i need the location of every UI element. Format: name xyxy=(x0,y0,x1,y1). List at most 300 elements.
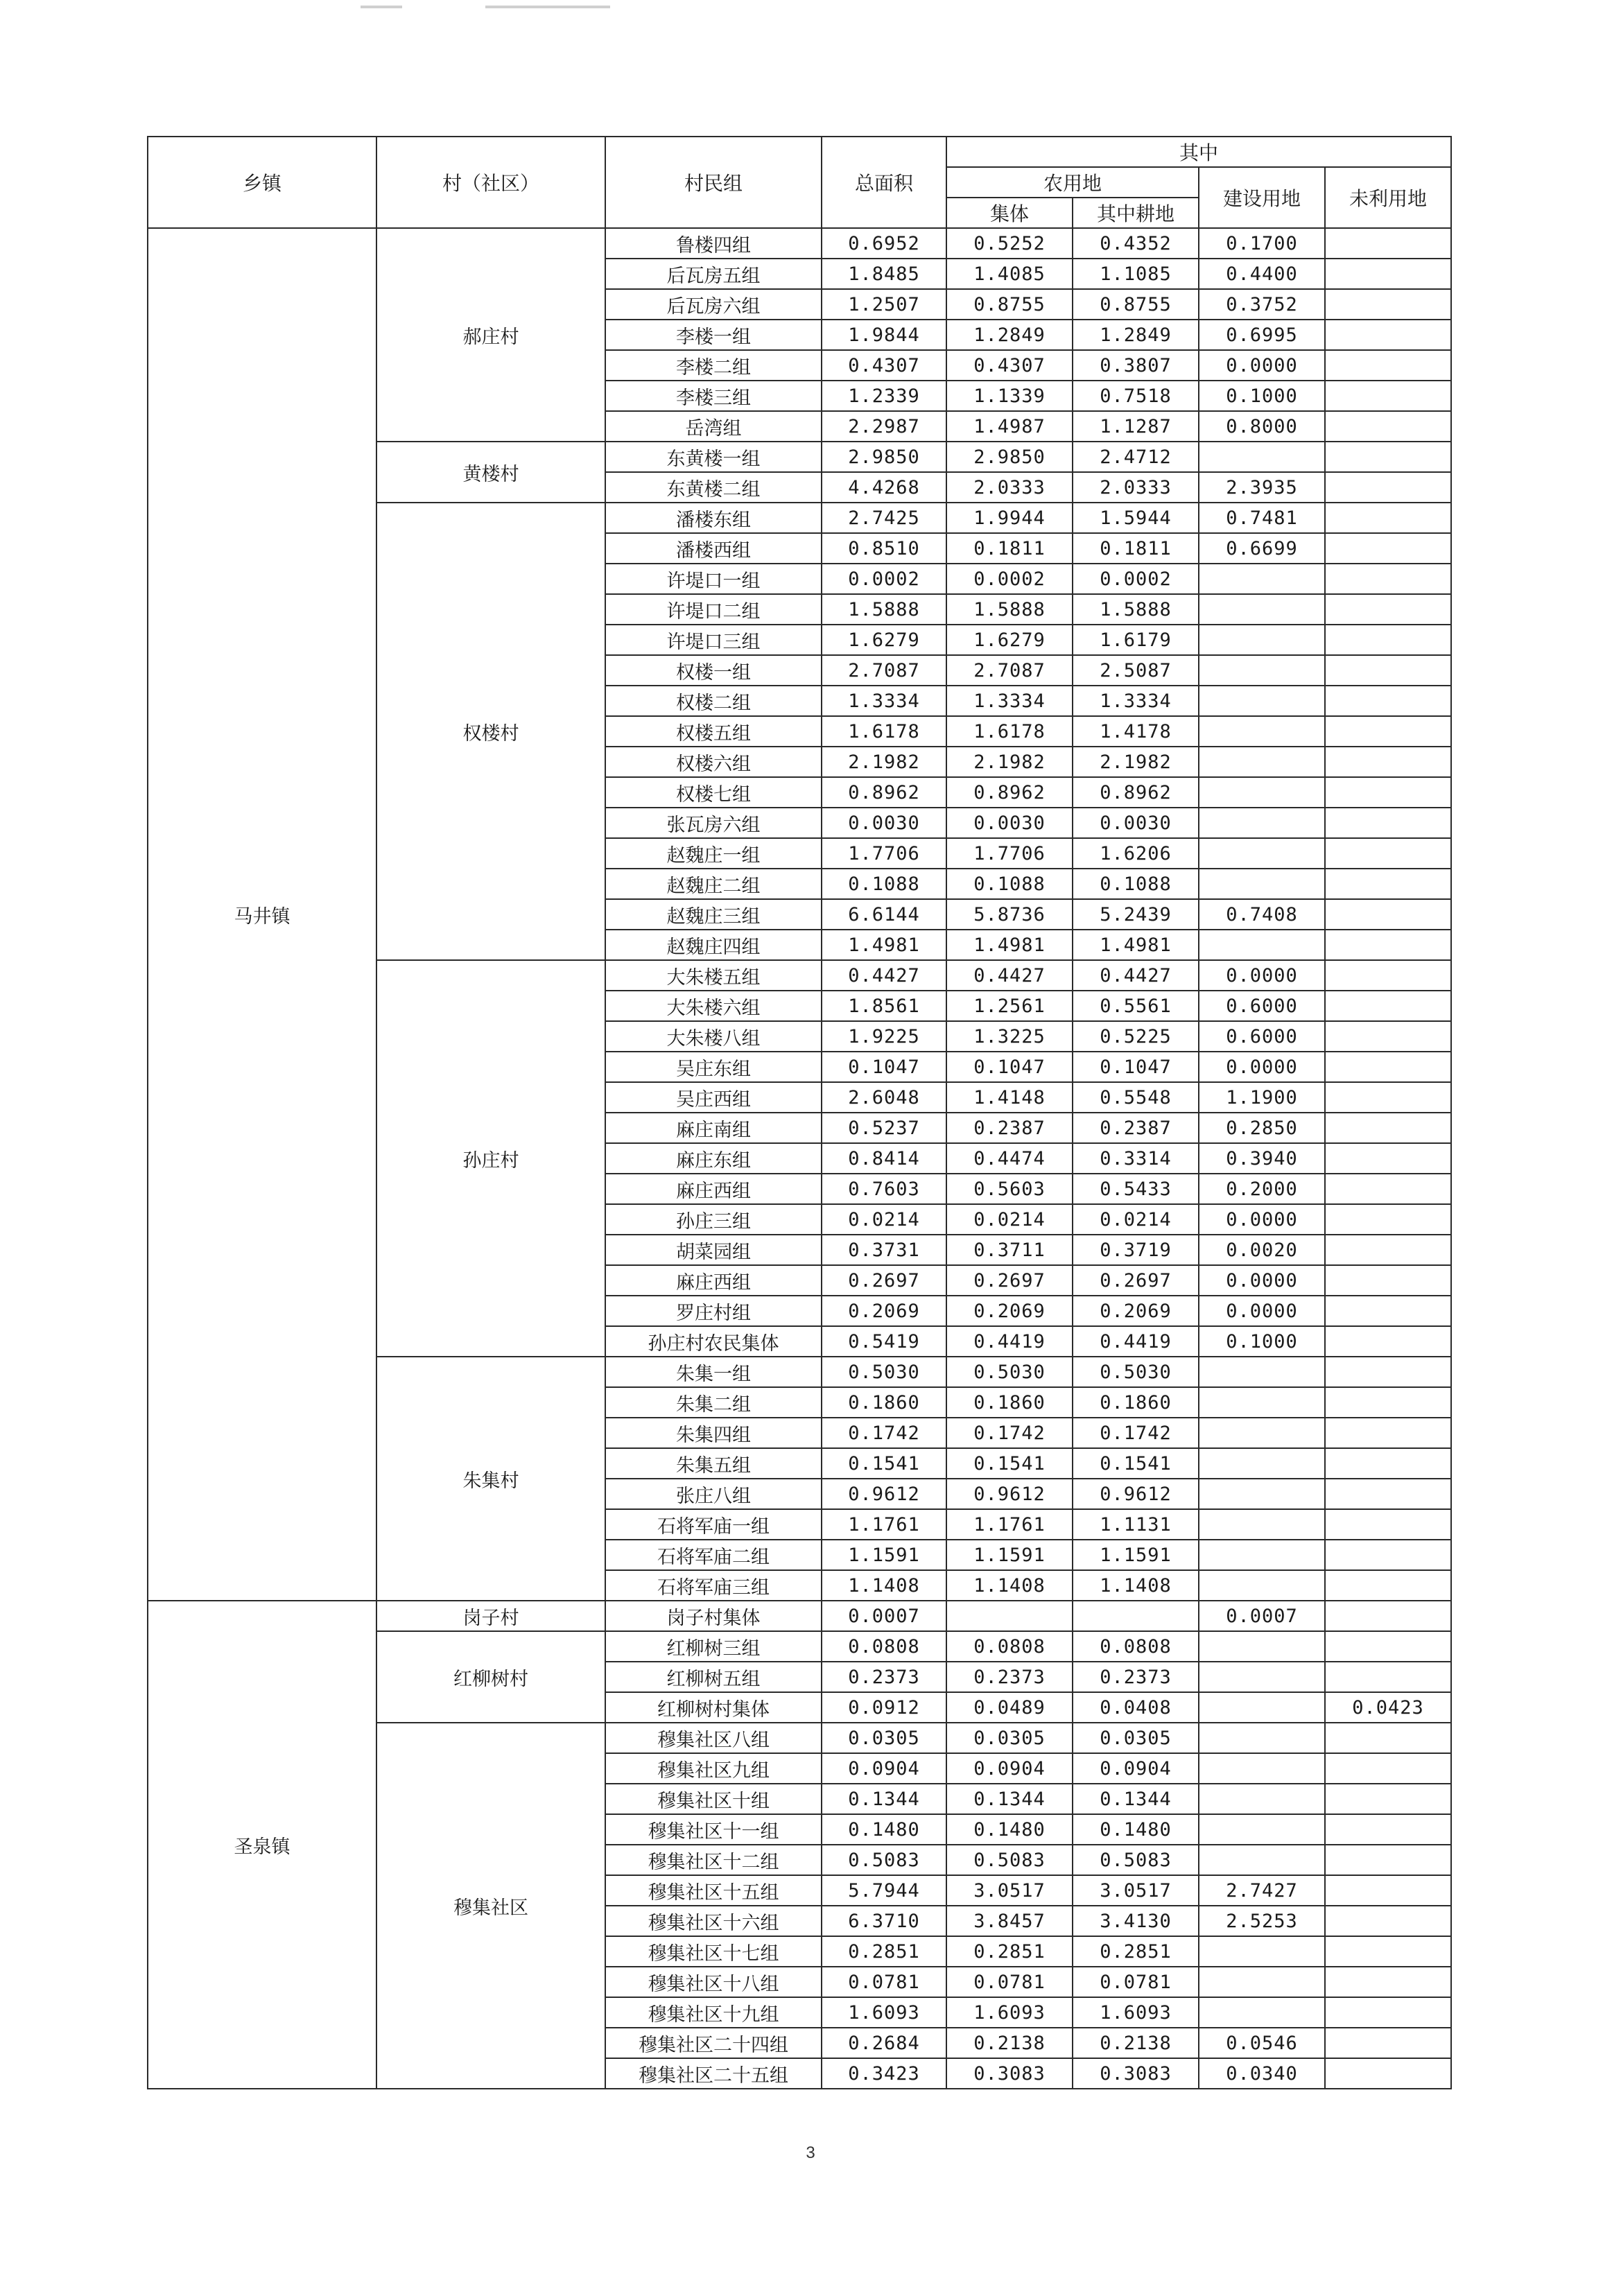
total-area-cell: 2.7087 xyxy=(822,655,946,686)
group-cell: 麻庄西组 xyxy=(605,1174,822,1204)
group-cell: 许堤口三组 xyxy=(605,625,822,655)
unused-cell xyxy=(1325,1326,1451,1357)
collective-cell: 2.9850 xyxy=(946,442,1073,472)
collective-cell: 0.2697 xyxy=(946,1265,1073,1296)
group-cell: 红柳树三组 xyxy=(605,1631,822,1662)
unused-cell xyxy=(1325,625,1451,655)
village-cell: 郝庄村 xyxy=(376,228,605,442)
cultivated-cell: 0.0408 xyxy=(1073,1692,1199,1723)
total-area-cell: 0.3731 xyxy=(822,1235,946,1265)
construction-cell: 0.0000 xyxy=(1199,1204,1325,1235)
total-area-cell: 0.2069 xyxy=(822,1296,946,1326)
cultivated-cell: 1.4178 xyxy=(1073,716,1199,747)
construction-cell xyxy=(1199,1387,1325,1418)
unused-cell xyxy=(1325,259,1451,289)
total-area-cell: 1.8561 xyxy=(822,991,946,1021)
total-area-cell: 0.0781 xyxy=(822,1967,946,1997)
group-cell: 张瓦房六组 xyxy=(605,808,822,838)
scan-mark xyxy=(485,6,610,8)
unused-cell xyxy=(1325,381,1451,411)
collective-cell: 1.4148 xyxy=(946,1082,1073,1113)
construction-cell: 0.0000 xyxy=(1199,1052,1325,1082)
construction-cell: 0.0020 xyxy=(1199,1235,1325,1265)
unused-cell xyxy=(1325,1936,1451,1967)
construction-cell: 0.4400 xyxy=(1199,259,1325,289)
town-cell: 马井镇 xyxy=(148,228,376,1601)
collective-cell: 1.3334 xyxy=(946,686,1073,716)
unused-cell xyxy=(1325,1845,1451,1875)
group-cell: 权楼一组 xyxy=(605,655,822,686)
group-cell: 罗庄村组 xyxy=(605,1296,822,1326)
group-cell: 赵魏庄一组 xyxy=(605,838,822,869)
unused-cell xyxy=(1325,442,1451,472)
collective-cell: 0.3083 xyxy=(946,2058,1073,2089)
total-area-cell: 2.9850 xyxy=(822,442,946,472)
cultivated-cell: 0.1088 xyxy=(1073,869,1199,899)
total-area-cell: 6.6144 xyxy=(822,899,946,930)
construction-cell: 0.1000 xyxy=(1199,1326,1325,1357)
cultivated-cell: 0.3314 xyxy=(1073,1143,1199,1174)
construction-cell: 0.0546 xyxy=(1199,2028,1325,2058)
construction-cell: 0.0340 xyxy=(1199,2058,1325,2089)
collective-cell: 0.2069 xyxy=(946,1296,1073,1326)
construction-cell xyxy=(1199,1418,1325,1448)
cultivated-cell: 1.4981 xyxy=(1073,930,1199,960)
unused-cell xyxy=(1325,747,1451,777)
group-cell: 大朱楼八组 xyxy=(605,1021,822,1052)
collective-cell: 0.0904 xyxy=(946,1753,1073,1784)
construction-cell: 2.5253 xyxy=(1199,1906,1325,1936)
cultivated-cell: 2.0333 xyxy=(1073,472,1199,503)
group-cell: 穆集社区二十四组 xyxy=(605,2028,822,2058)
total-area-cell: 1.1408 xyxy=(822,1570,946,1601)
group-cell: 穆集社区九组 xyxy=(605,1753,822,1784)
village-cell: 穆集社区 xyxy=(376,1723,605,2089)
group-cell: 石将军庙一组 xyxy=(605,1509,822,1540)
cultivated-cell: 2.4712 xyxy=(1073,442,1199,472)
group-cell: 李楼一组 xyxy=(605,320,822,350)
collective-cell: 0.8755 xyxy=(946,289,1073,320)
unused-cell xyxy=(1325,1143,1451,1174)
group-cell: 赵魏庄二组 xyxy=(605,869,822,899)
collective-cell: 0.2387 xyxy=(946,1113,1073,1143)
total-area-cell: 0.8962 xyxy=(822,777,946,808)
group-cell: 胡菜园组 xyxy=(605,1235,822,1265)
cultivated-cell: 0.5083 xyxy=(1073,1845,1199,1875)
total-area-cell: 1.2339 xyxy=(822,381,946,411)
cultivated-cell: 0.3807 xyxy=(1073,350,1199,381)
construction-cell xyxy=(1199,655,1325,686)
construction-cell: 0.0000 xyxy=(1199,960,1325,991)
total-area-cell: 0.1344 xyxy=(822,1784,946,1814)
cultivated-cell: 0.5561 xyxy=(1073,991,1199,1021)
total-area-cell: 0.1480 xyxy=(822,1814,946,1845)
unused-cell xyxy=(1325,2028,1451,2058)
total-area-cell: 1.8485 xyxy=(822,259,946,289)
group-cell: 潘楼东组 xyxy=(605,503,822,533)
construction-cell xyxy=(1199,442,1325,472)
group-cell: 吴庄东组 xyxy=(605,1052,822,1082)
construction-cell xyxy=(1199,1509,1325,1540)
total-area-cell: 0.0214 xyxy=(822,1204,946,1235)
construction-cell xyxy=(1199,1753,1325,1784)
cultivated-cell: 0.2373 xyxy=(1073,1662,1199,1692)
collective-cell xyxy=(946,1601,1073,1631)
total-area-cell: 0.1047 xyxy=(822,1052,946,1082)
total-area-cell: 1.3334 xyxy=(822,686,946,716)
cultivated-cell: 0.9612 xyxy=(1073,1479,1199,1509)
construction-cell: 2.3935 xyxy=(1199,472,1325,503)
group-cell: 孙庄三组 xyxy=(605,1204,822,1235)
group-cell: 岳湾组 xyxy=(605,411,822,442)
cultivated-cell: 5.2439 xyxy=(1073,899,1199,930)
total-area-cell: 2.7425 xyxy=(822,503,946,533)
unused-cell xyxy=(1325,1601,1451,1631)
village-cell: 朱集村 xyxy=(376,1357,605,1601)
collective-cell: 3.0517 xyxy=(946,1875,1073,1906)
collective-cell: 0.0002 xyxy=(946,564,1073,594)
village-cell: 红柳树村 xyxy=(376,1631,605,1723)
group-cell: 穆集社区十六组 xyxy=(605,1906,822,1936)
cultivated-cell: 0.8755 xyxy=(1073,289,1199,320)
total-area-cell: 0.3423 xyxy=(822,2058,946,2089)
group-cell: 朱集一组 xyxy=(605,1357,822,1387)
group-cell: 李楼三组 xyxy=(605,381,822,411)
unused-cell xyxy=(1325,1296,1451,1326)
construction-cell: 0.7408 xyxy=(1199,899,1325,930)
collective-cell: 1.7706 xyxy=(946,838,1073,869)
construction-cell xyxy=(1199,1845,1325,1875)
construction-cell: 0.6000 xyxy=(1199,1021,1325,1052)
cultivated-cell: 0.1811 xyxy=(1073,533,1199,564)
construction-cell xyxy=(1199,1540,1325,1570)
cultivated-cell: 0.1742 xyxy=(1073,1418,1199,1448)
construction-cell: 0.7481 xyxy=(1199,503,1325,533)
unused-cell xyxy=(1325,1540,1451,1570)
unused-cell xyxy=(1325,1052,1451,1082)
unused-cell xyxy=(1325,594,1451,625)
group-cell: 麻庄南组 xyxy=(605,1113,822,1143)
construction-cell: 0.0000 xyxy=(1199,1296,1325,1326)
cultivated-cell: 0.1047 xyxy=(1073,1052,1199,1082)
collective-cell: 1.5888 xyxy=(946,594,1073,625)
collective-cell: 0.5083 xyxy=(946,1845,1073,1875)
unused-cell xyxy=(1325,1875,1451,1906)
construction-cell xyxy=(1199,1967,1325,1997)
collective-cell: 0.1344 xyxy=(946,1784,1073,1814)
cultivated-cell: 1.5944 xyxy=(1073,503,1199,533)
construction-cell xyxy=(1199,1662,1325,1692)
unused-cell xyxy=(1325,1814,1451,1845)
construction-cell: 0.3752 xyxy=(1199,289,1325,320)
collective-cell: 0.9612 xyxy=(946,1479,1073,1509)
town-cell: 圣泉镇 xyxy=(148,1601,376,2089)
construction-cell xyxy=(1199,594,1325,625)
table-header xyxy=(148,137,1451,228)
group-cell: 张庄八组 xyxy=(605,1479,822,1509)
unused-cell xyxy=(1325,1906,1451,1936)
unused-cell xyxy=(1325,1753,1451,1784)
construction-cell: 2.7427 xyxy=(1199,1875,1325,1906)
cultivated-cell: 0.2138 xyxy=(1073,2028,1199,2058)
construction-cell xyxy=(1199,1997,1325,2028)
collective-cell: 0.0489 xyxy=(946,1692,1073,1723)
total-area-cell: 1.1761 xyxy=(822,1509,946,1540)
unused-cell xyxy=(1325,350,1451,381)
unused-cell xyxy=(1325,228,1451,259)
cultivated-cell: 0.4427 xyxy=(1073,960,1199,991)
unused-cell xyxy=(1325,899,1451,930)
land-table-wrapper xyxy=(147,136,1450,2089)
group-cell: 红柳树五组 xyxy=(605,1662,822,1692)
collective-cell: 0.0808 xyxy=(946,1631,1073,1662)
cultivated-cell: 1.1085 xyxy=(1073,259,1199,289)
cultivated-cell: 0.0030 xyxy=(1073,808,1199,838)
construction-cell xyxy=(1199,808,1325,838)
collective-cell: 3.8457 xyxy=(946,1906,1073,1936)
construction-cell xyxy=(1199,1357,1325,1387)
construction-cell xyxy=(1199,1448,1325,1479)
construction-cell xyxy=(1199,625,1325,655)
construction-cell xyxy=(1199,747,1325,777)
total-area-cell: 1.2507 xyxy=(822,289,946,320)
collective-cell: 1.6093 xyxy=(946,1997,1073,2028)
unused-cell xyxy=(1325,1662,1451,1692)
construction-cell xyxy=(1199,1784,1325,1814)
total-area-cell: 0.5030 xyxy=(822,1357,946,1387)
unused-cell xyxy=(1325,655,1451,686)
collective-cell: 0.1047 xyxy=(946,1052,1073,1082)
total-area-cell: 0.5083 xyxy=(822,1845,946,1875)
table-body xyxy=(148,228,1451,2089)
cultivated-cell: 3.0517 xyxy=(1073,1875,1199,1906)
total-area-cell: 0.0904 xyxy=(822,1753,946,1784)
construction-cell xyxy=(1199,1631,1325,1662)
cultivated-cell: 1.6093 xyxy=(1073,1997,1199,2028)
total-area-cell: 0.4307 xyxy=(822,350,946,381)
collective-cell: 1.4987 xyxy=(946,411,1073,442)
cultivated-cell: 1.3334 xyxy=(1073,686,1199,716)
unused-cell xyxy=(1325,1967,1451,1997)
cultivated-cell: 0.0305 xyxy=(1073,1723,1199,1753)
construction-cell: 0.6000 xyxy=(1199,991,1325,1021)
construction-cell xyxy=(1199,564,1325,594)
cultivated-cell: 0.3083 xyxy=(1073,2058,1199,2089)
group-cell: 穆集社区十八组 xyxy=(605,1967,822,1997)
total-area-cell: 2.6048 xyxy=(822,1082,946,1113)
collective-cell: 0.2373 xyxy=(946,1662,1073,1692)
construction-cell xyxy=(1199,869,1325,899)
collective-cell: 0.0305 xyxy=(946,1723,1073,1753)
table-row xyxy=(148,228,1451,259)
unused-cell: 0.0423 xyxy=(1325,1692,1451,1723)
collective-cell: 5.8736 xyxy=(946,899,1073,930)
village-cell: 岗子村 xyxy=(376,1601,605,1631)
unused-cell xyxy=(1325,716,1451,747)
unused-cell xyxy=(1325,2058,1451,2089)
group-cell: 后瓦房五组 xyxy=(605,259,822,289)
construction-cell xyxy=(1199,1479,1325,1509)
total-area-cell: 1.7706 xyxy=(822,838,946,869)
total-area-cell: 0.2684 xyxy=(822,2028,946,2058)
cultivated-cell: 0.4352 xyxy=(1073,228,1199,259)
total-area-cell: 0.0007 xyxy=(822,1601,946,1631)
total-area-cell: 0.0808 xyxy=(822,1631,946,1662)
group-cell: 红柳树村集体 xyxy=(605,1692,822,1723)
group-cell: 朱集四组 xyxy=(605,1418,822,1448)
collective-cell: 1.6279 xyxy=(946,625,1073,655)
cultivated-cell: 0.5433 xyxy=(1073,1174,1199,1204)
collective-cell: 0.1811 xyxy=(946,533,1073,564)
cultivated-cell: 0.1541 xyxy=(1073,1448,1199,1479)
cultivated-cell: 1.6206 xyxy=(1073,838,1199,869)
total-area-cell: 0.4427 xyxy=(822,960,946,991)
unused-cell xyxy=(1325,1265,1451,1296)
group-cell: 朱集二组 xyxy=(605,1387,822,1418)
header-construction: 建设用地 xyxy=(1199,167,1325,228)
cultivated-cell: 0.1860 xyxy=(1073,1387,1199,1418)
header-group: 村民组 xyxy=(605,137,822,228)
construction-cell: 1.1900 xyxy=(1199,1082,1325,1113)
construction-cell xyxy=(1199,930,1325,960)
cultivated-cell: 0.7518 xyxy=(1073,381,1199,411)
group-cell: 穆集社区十五组 xyxy=(605,1875,822,1906)
group-cell: 东黄楼一组 xyxy=(605,442,822,472)
total-area-cell: 1.6178 xyxy=(822,716,946,747)
construction-cell xyxy=(1199,716,1325,747)
total-area-cell: 4.4268 xyxy=(822,472,946,503)
group-cell: 穆集社区十一组 xyxy=(605,1814,822,1845)
unused-cell xyxy=(1325,564,1451,594)
cultivated-cell: 0.0214 xyxy=(1073,1204,1199,1235)
construction-cell xyxy=(1199,1723,1325,1753)
total-area-cell: 0.8414 xyxy=(822,1143,946,1174)
unused-cell xyxy=(1325,930,1451,960)
total-area-cell: 1.6093 xyxy=(822,1997,946,2028)
collective-cell: 0.0214 xyxy=(946,1204,1073,1235)
construction-cell: 0.6995 xyxy=(1199,320,1325,350)
collective-cell: 1.2849 xyxy=(946,320,1073,350)
cultivated-cell: 1.6179 xyxy=(1073,625,1199,655)
group-cell: 潘楼西组 xyxy=(605,533,822,564)
group-cell: 鲁楼四组 xyxy=(605,228,822,259)
cultivated-cell: 0.2697 xyxy=(1073,1265,1199,1296)
group-cell: 穆集社区十二组 xyxy=(605,1845,822,1875)
total-area-cell: 1.9844 xyxy=(822,320,946,350)
construction-cell xyxy=(1199,1692,1325,1723)
group-cell: 穆集社区十九组 xyxy=(605,1997,822,2028)
header-unused: 未利用地 xyxy=(1325,167,1451,228)
cultivated-cell: 1.1591 xyxy=(1073,1540,1199,1570)
total-area-cell: 0.1742 xyxy=(822,1418,946,1448)
total-area-cell: 0.0912 xyxy=(822,1692,946,1723)
group-cell: 权楼七组 xyxy=(605,777,822,808)
header-cultivated: 其中耕地 xyxy=(1073,198,1199,228)
group-cell: 岗子村集体 xyxy=(605,1601,822,1631)
unused-cell xyxy=(1325,991,1451,1021)
total-area-cell: 1.9225 xyxy=(822,1021,946,1052)
unused-cell xyxy=(1325,1235,1451,1265)
unused-cell xyxy=(1325,1479,1451,1509)
total-area-cell: 0.9612 xyxy=(822,1479,946,1509)
cultivated-cell: 1.1287 xyxy=(1073,411,1199,442)
construction-cell xyxy=(1199,777,1325,808)
collective-cell: 0.4419 xyxy=(946,1326,1073,1357)
construction-cell: 0.0007 xyxy=(1199,1601,1325,1631)
cultivated-cell: 0.8962 xyxy=(1073,777,1199,808)
unused-cell xyxy=(1325,838,1451,869)
cultivated-cell: 0.3719 xyxy=(1073,1235,1199,1265)
unused-cell xyxy=(1325,1448,1451,1479)
collective-cell: 1.1339 xyxy=(946,381,1073,411)
group-cell: 麻庄西组 xyxy=(605,1265,822,1296)
group-cell: 穆集社区十组 xyxy=(605,1784,822,1814)
collective-cell: 1.3225 xyxy=(946,1021,1073,1052)
collective-cell: 1.2561 xyxy=(946,991,1073,1021)
header-collective: 集体 xyxy=(946,198,1073,228)
cultivated-cell: 0.2069 xyxy=(1073,1296,1199,1326)
total-area-cell: 0.2373 xyxy=(822,1662,946,1692)
collective-cell: 0.1541 xyxy=(946,1448,1073,1479)
construction-cell: 0.6699 xyxy=(1199,533,1325,564)
collective-cell: 0.4427 xyxy=(946,960,1073,991)
land-area-table xyxy=(147,136,1452,2089)
total-area-cell: 1.1591 xyxy=(822,1540,946,1570)
total-area-cell: 1.4981 xyxy=(822,930,946,960)
construction-cell: 0.8000 xyxy=(1199,411,1325,442)
header-village: 村（社区） xyxy=(376,137,605,228)
unused-cell xyxy=(1325,1204,1451,1235)
cultivated-cell: 0.2387 xyxy=(1073,1113,1199,1143)
collective-cell: 0.8962 xyxy=(946,777,1073,808)
cultivated-cell: 2.1982 xyxy=(1073,747,1199,777)
collective-cell: 0.1742 xyxy=(946,1418,1073,1448)
unused-cell xyxy=(1325,869,1451,899)
unused-cell xyxy=(1325,960,1451,991)
construction-cell: 0.1000 xyxy=(1199,381,1325,411)
cultivated-cell xyxy=(1073,1601,1199,1631)
cultivated-cell: 0.0781 xyxy=(1073,1967,1199,1997)
collective-cell: 0.4474 xyxy=(946,1143,1073,1174)
unused-cell xyxy=(1325,1387,1451,1418)
total-area-cell: 2.2987 xyxy=(822,411,946,442)
collective-cell: 0.5603 xyxy=(946,1174,1073,1204)
village-cell: 黄楼村 xyxy=(376,442,605,503)
total-area-cell: 0.0030 xyxy=(822,808,946,838)
group-cell: 孙庄村农民集体 xyxy=(605,1326,822,1357)
group-cell: 大朱楼六组 xyxy=(605,991,822,1021)
construction-cell xyxy=(1199,838,1325,869)
collective-cell: 0.1088 xyxy=(946,869,1073,899)
cultivated-cell: 0.5225 xyxy=(1073,1021,1199,1052)
group-cell: 穆集社区二十五组 xyxy=(605,2058,822,2089)
group-cell: 许堤口二组 xyxy=(605,594,822,625)
cultivated-cell: 0.0002 xyxy=(1073,564,1199,594)
total-area-cell: 0.0305 xyxy=(822,1723,946,1753)
total-area-cell: 0.1541 xyxy=(822,1448,946,1479)
unused-cell xyxy=(1325,503,1451,533)
collective-cell: 0.5030 xyxy=(946,1357,1073,1387)
cultivated-cell: 1.2849 xyxy=(1073,320,1199,350)
group-cell: 石将军庙三组 xyxy=(605,1570,822,1601)
construction-cell xyxy=(1199,686,1325,716)
total-area-cell: 6.3710 xyxy=(822,1906,946,1936)
total-area-cell: 0.1860 xyxy=(822,1387,946,1418)
collective-cell: 0.2138 xyxy=(946,2028,1073,2058)
construction-cell: 0.0000 xyxy=(1199,1265,1325,1296)
unused-cell xyxy=(1325,1174,1451,1204)
construction-cell: 0.3940 xyxy=(1199,1143,1325,1174)
